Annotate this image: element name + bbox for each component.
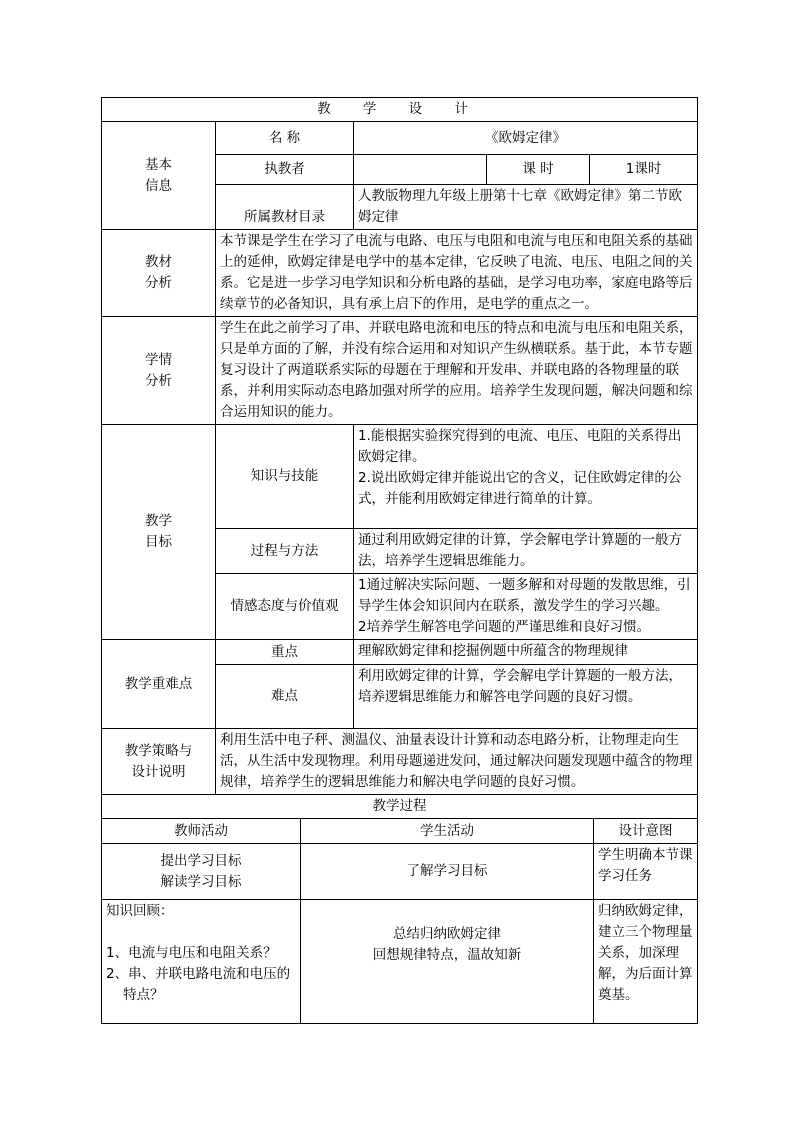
emotion-text: [354, 574, 698, 640]
row1-student: 了解学习目标: [301, 844, 594, 900]
knowledge-text-1: 1.能根据实验探究得到的电流、电压、电阻的关系得出欧姆定律。: [358, 428, 682, 465]
key-text: 理解欧姆定律和挖掘例题中所蕴含的物理规律: [354, 640, 698, 665]
basic-info-label: 基本 信息: [102, 122, 216, 230]
teaching-process-table: [101, 794, 698, 1024]
name-value: 《欧姆定律》: [354, 122, 698, 155]
catalog-value: 人教版物理九年级上册第十七章《欧姆定律》第二节欧姆定律: [354, 185, 698, 230]
teacher-label: 执教者: [216, 155, 354, 185]
process-method-label: 过程与方法: [216, 529, 354, 574]
objectives-label: 教学 目标: [102, 425, 216, 640]
row2-teacher: 知识回顾： 1、电流与电压和电阻关系？ 2、串、并联电路电流和电压的 特点？: [102, 900, 301, 1024]
knowledge-text-2: 2.说出欧姆定律并能说出它的含义，记住欧姆定律的公式，并能利用欧姆定律进行简单的计算。: [358, 470, 682, 507]
process-title: 教学过程: [102, 795, 698, 819]
lesson-plan-page: [101, 97, 697, 1024]
process-method-text: 通过利用欧姆定律的计算，学会解电学计算题的一般方法，培养学生逻辑思维能力。: [354, 529, 698, 574]
row1-teacher: 提出学习目标 解读学习目标: [102, 844, 301, 900]
knowledge-text: [354, 425, 698, 529]
catalog-label: 所属教材目录: [216, 185, 354, 230]
header-teacher: 教师活动: [102, 819, 301, 844]
lesson-design-table: [101, 97, 698, 795]
strategy-text: 利用生活中电子秤、测温仪、油量表设计计算和动态电路分析，让物理走向生活，从生活中发现物理。利用母题递进发问，通过解决问题发现题中蕴含的物理规律，培养学生的逻辑思维能力和解决电学问题的良好习惯。: [216, 729, 698, 795]
teacher-value: [354, 155, 487, 185]
emotion-text-1: 1通过解决实际问题、一题多解和对母题的发散思维，引导学生体会知识间内在联系，激发学生的学习兴趣。: [358, 577, 691, 614]
emotion-label: 情感态度与价值观: [216, 574, 354, 640]
material-analysis-label: 教材 分析: [102, 230, 216, 317]
row1-intent: 学生明确本节课学习任务: [594, 844, 698, 900]
period-label: 课 时: [487, 155, 590, 185]
learner-analysis-label: 学情 分析: [102, 317, 216, 425]
emotion-text-2: 2培养学生解答电学问题的严谨思维和良好习惯。: [358, 619, 651, 635]
header-intent: 设计意图: [594, 819, 698, 844]
learner-analysis-text: 学生在此之前学习了串、并联电路电流和电压的特点和电流与电压和电阻关系，只是单方面的了解，并没有综合运用和对知识产生纵横联系。基于此，本节专题复习设计了两道联系实际的母题在于理解和开发串、并联电路的各物理量的联系，并利用实际动态电路加强对所学的应用。培养学生发现问题，解决问题和综合运用知识的能力。: [216, 317, 698, 425]
period-value: 1课时: [590, 155, 698, 185]
name-label: 名 称: [216, 122, 354, 155]
strategy-label: 教学策略与 设计说明: [102, 729, 216, 795]
difficult-text: 利用欧姆定律的计算，学会解电学计算题的一般方法，培养逻辑思维能力和解答电学问题的良好习惯。: [354, 665, 698, 729]
table-title: 教 学 设 计: [102, 98, 698, 122]
row2-student: 总结归纳欧姆定律 回想规律特点，温故知新: [301, 900, 594, 1024]
knowledge-label: 知识与技能: [216, 425, 354, 529]
key-label: 重点: [216, 640, 354, 665]
difficult-label: 难点: [216, 665, 354, 729]
header-student: 学生活动: [301, 819, 594, 844]
row2-intent: 归纳欧姆定律，建立三个物理量关系，加深理解，为后面计算奠基。: [594, 900, 698, 1024]
key-points-label: 教学重难点: [102, 640, 216, 729]
material-analysis-text: 本节课是学生在学习了电流与电路、电压与电阻和电流与电压和电阻关系的基础上的延伸，欧姆定律是电学中的基本定律，它反映了电流、电压、电阻之间的关系。它是进一步学习电学知识和分析电路的基础，是学习电功率，家庭电路等后续章节的必备知识，具有承上启下的作用，是电学的重点之一。: [216, 230, 698, 317]
